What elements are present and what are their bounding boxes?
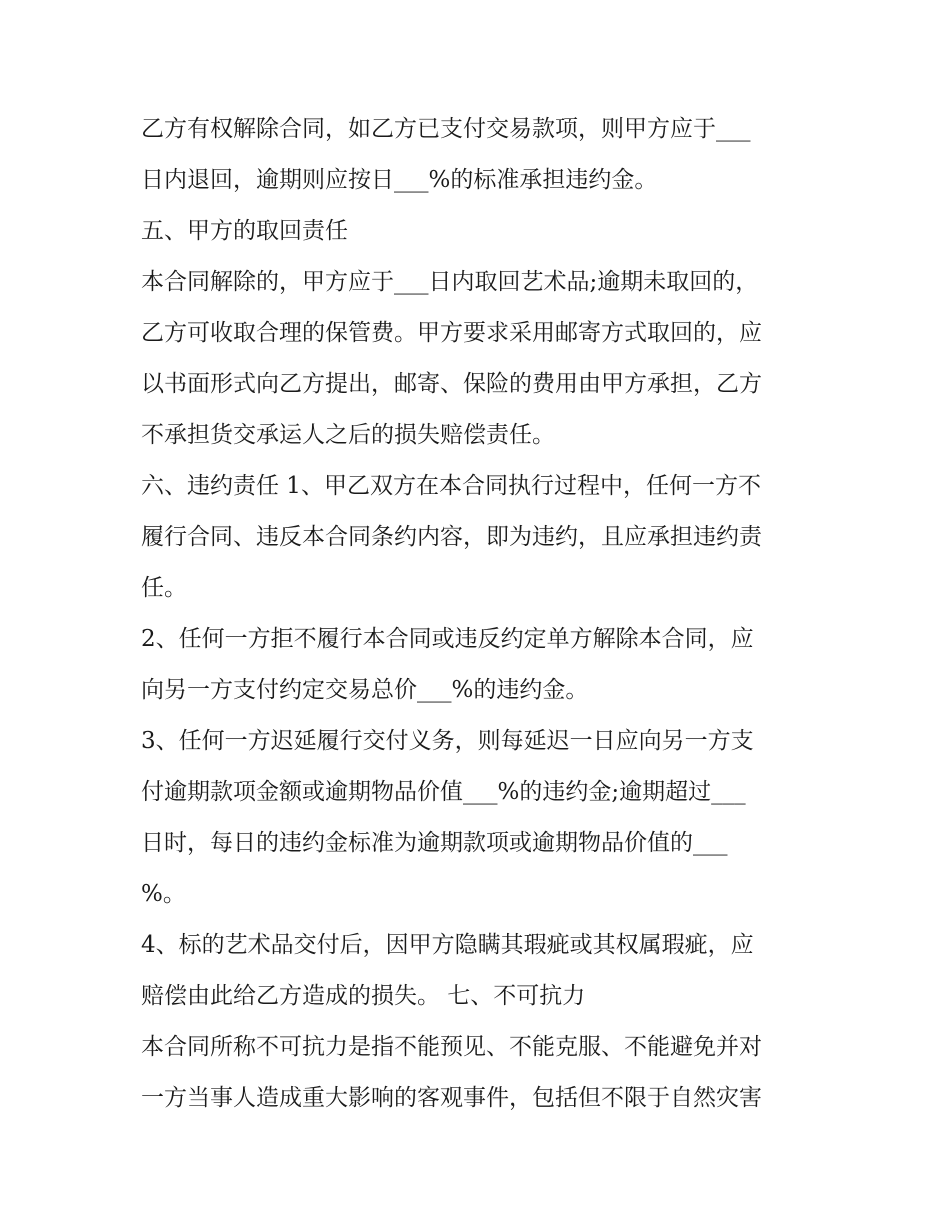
text-line: 2、任何一方拒不履行本合同或违反约定单方解除本合同，应 (141, 626, 754, 652)
text-line: 赔偿由此给乙方造成的损失。 七、不可抗力 (141, 983, 586, 1009)
text-line: 本合同解除的，甲方应于___日内取回艺术品;逾期未取回的， (141, 269, 759, 295)
text-line: 日内退回，逾期则应按日___%的标准承担违约金。 (141, 167, 658, 193)
text-line: 一方当事人造成重大影响的客观事件，包括但不限于自然灾害 (141, 1085, 762, 1111)
text-line: 付逾期款项金额或逾期物品价值___%的违约金;逾期超过___ (141, 779, 746, 805)
text-line: 本合同所称不可抗力是指不能预见、不能克服、不能避免并对 (141, 1034, 762, 1060)
text-line: %。 (141, 881, 186, 907)
text-line: 3、任何一方迟延履行交付义务，则每延迟一日应向另一方支 (141, 728, 754, 754)
text-line: 不承担货交承运人之后的损失赔偿责任。 (141, 422, 555, 448)
text-line: 乙方可收取合理的保管费。甲方要求采用邮寄方式取回的，应 (141, 320, 762, 346)
text-line: 4、标的艺术品交付后，因甲方隐瞒其瑕疵或其权属瑕疵，应 (141, 932, 754, 958)
text-line: 日时，每日的违约金标准为逾期款项或逾期物品价值的___ (141, 830, 728, 856)
text-line: 履行合同、违反本合同条约内容，即为违约，且应承担违约责 (141, 524, 762, 550)
text-line: 以书面形式向乙方提出，邮寄、保险的费用由甲方承担，乙方 (141, 371, 762, 397)
section-heading: 六、违约责任 1、甲乙双方在本合同执行过程中，任何一方不 (141, 473, 761, 499)
text-line: 乙方有权解除合同，如乙方已支付交易款项，则甲方应于___ (141, 116, 751, 142)
section-heading: 五、甲方的取回责任 (141, 218, 348, 244)
text-line: 任。 (141, 575, 187, 601)
text-line: 向另一方支付约定交易总价___%的违约金。 (141, 677, 589, 703)
